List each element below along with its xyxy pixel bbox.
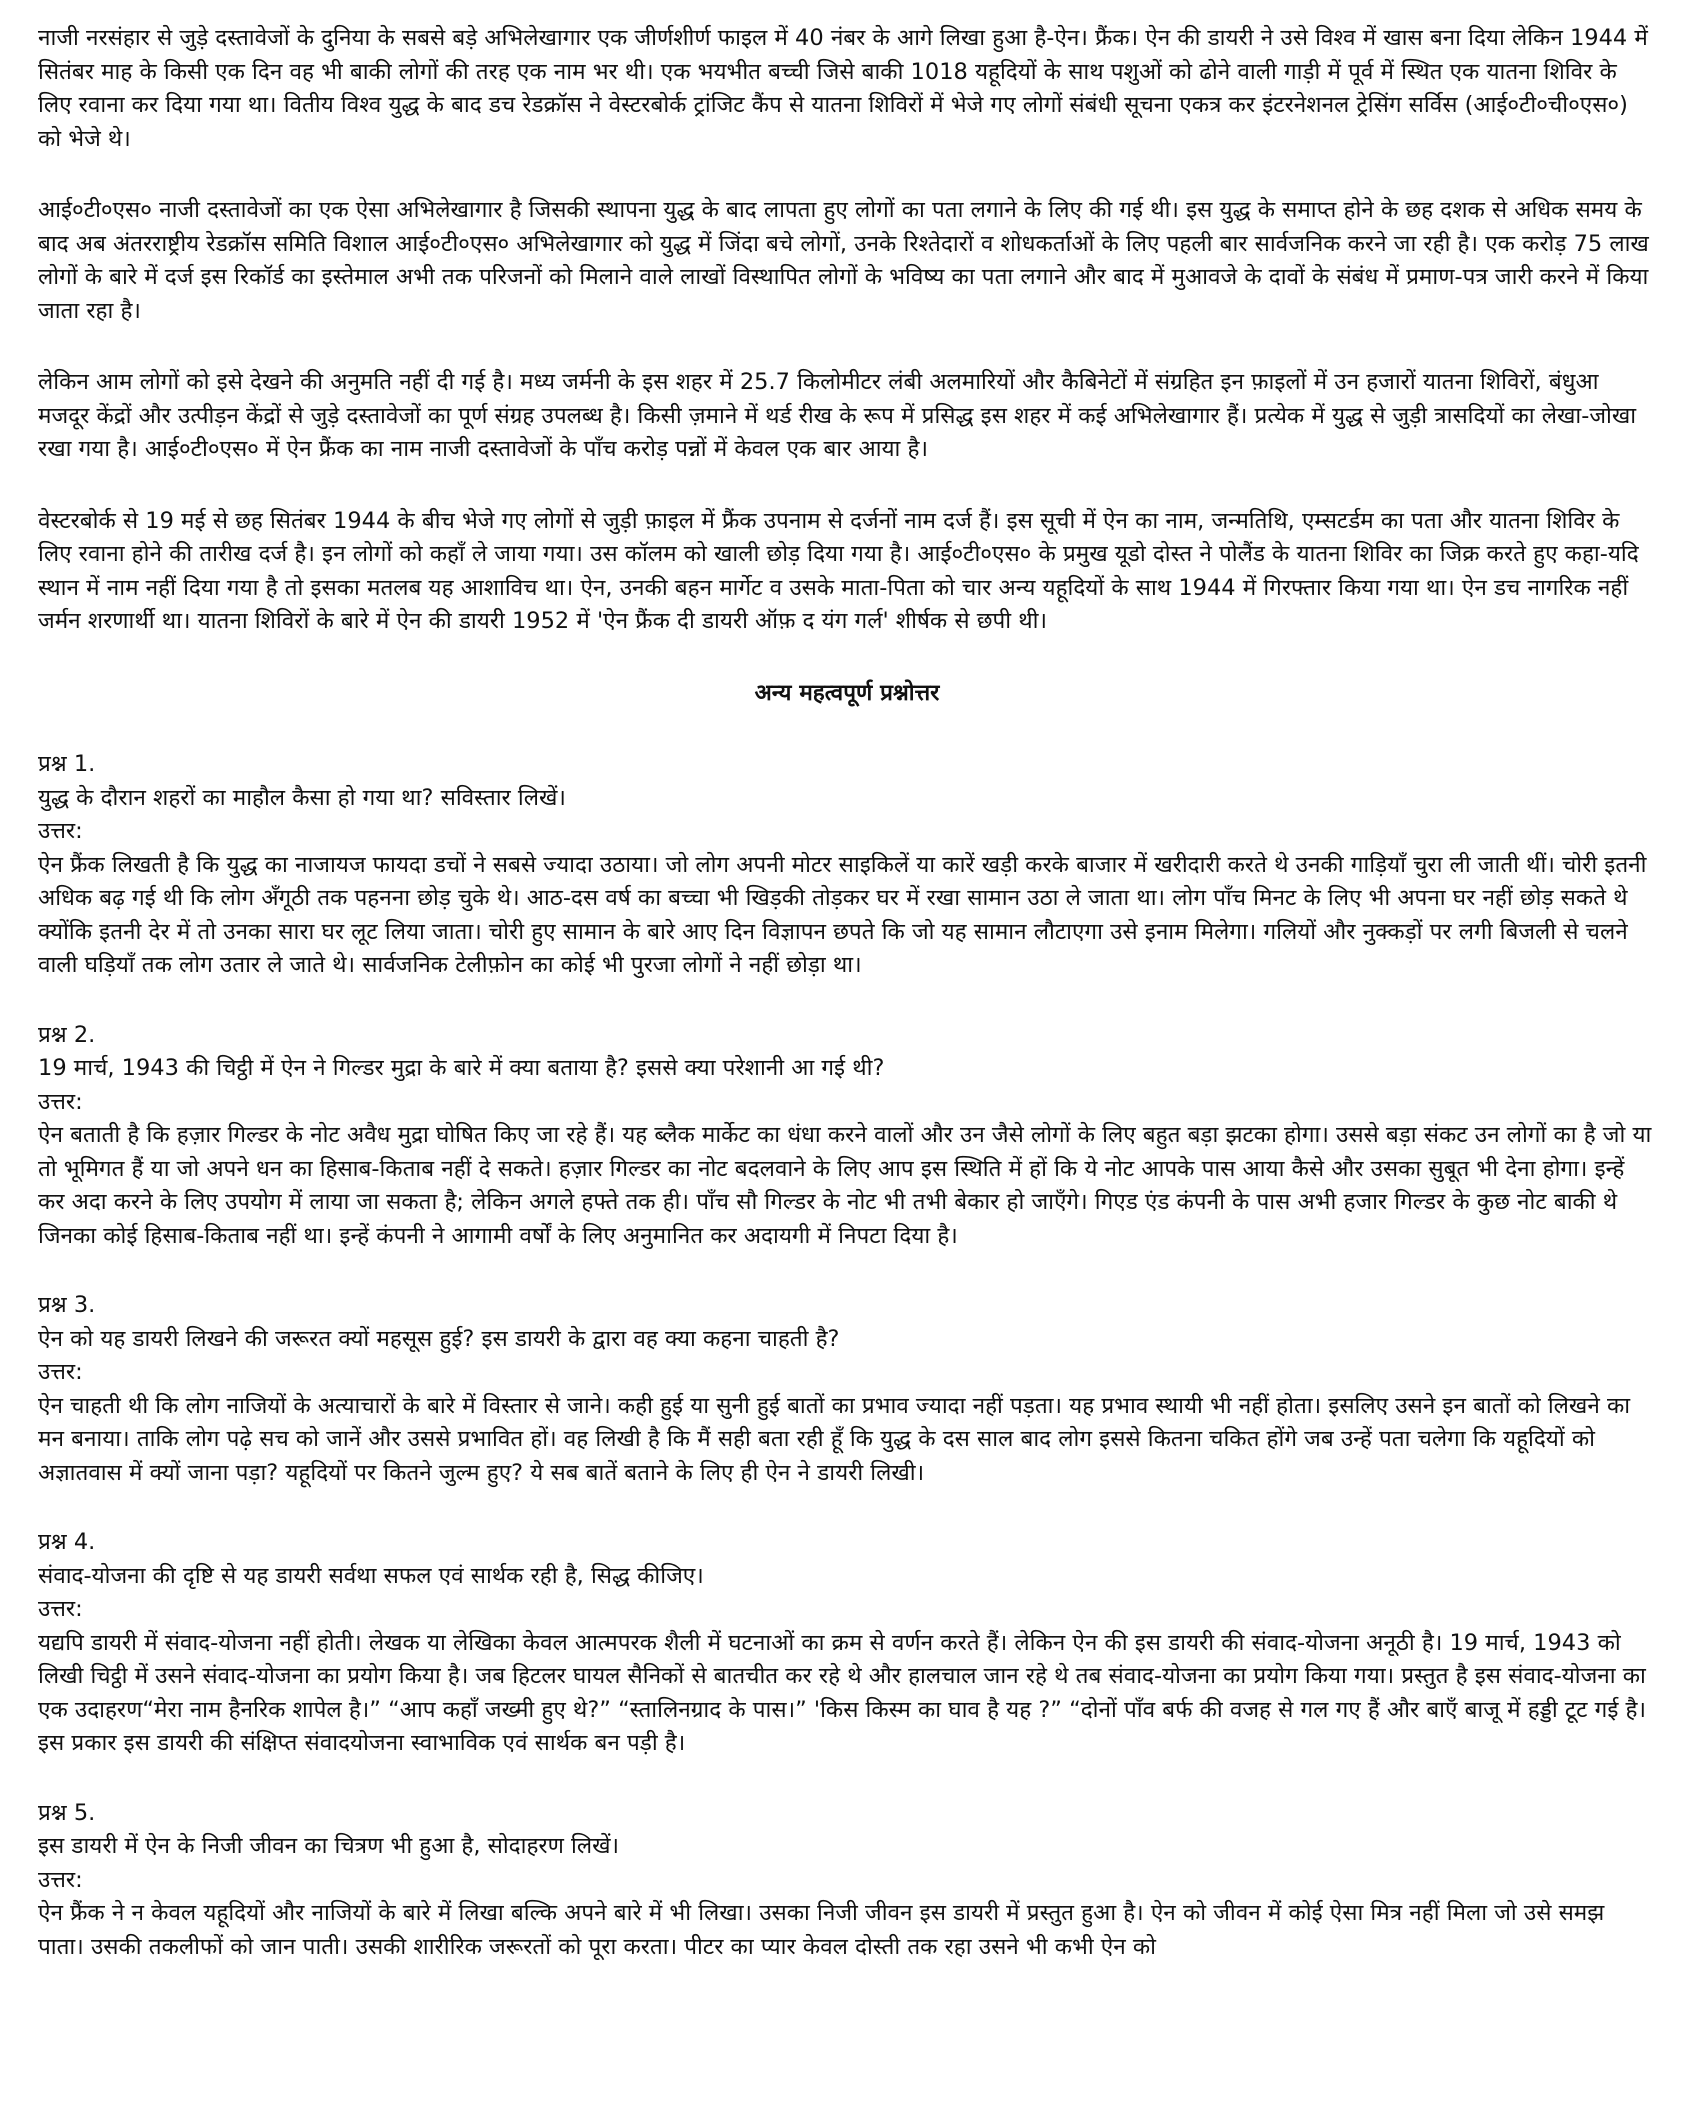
question-text: 19 मार्च, 1943 की चिट्ठी में ऐन ने गिल्डर मुद्रा के बारे में क्या बताया है? इससे क्या परेशानी आ गई थी?	[38, 1055, 885, 1081]
question-label: प्रश्न 2.	[38, 1021, 96, 1048]
question-label: प्रश्न 1.	[38, 751, 96, 777]
question-label: प्रश्न 4.	[38, 1529, 96, 1555]
qa-block-5	[38, 1797, 1656, 1965]
section-heading: अन्य महत्वपूर्ण प्रश्नोत्तर	[754, 679, 940, 706]
answer-label: उत्तर:	[38, 1359, 83, 1385]
question-label: प्रश्न 3.	[38, 1292, 96, 1318]
answer-text: ऐन फ्रैंक लिखती है कि युद्ध का नाजायज फायदा डचों ने सबसे ज्यादा उठाया। जो लोग अपनी मोटर साइकिलें या कारें खड़ी करके बाजार में खरीदारी करते थे उनकी गाड़ियाँ चुरा ली जाती थीं। चोरी इतनी अधिक बढ़ गई थी कि लोग अँगूठी तक पहनना छोड़ चुके थे। आठ-दस वर्ष का बच्चा भी खिड़की तोड़कर घर में रखा सामान उठा ले जाता था। लोग पाँच मिनट के लिए भी अपना घर नहीं छोड़ सकते थे क्योंकि इतनी देर में तो उनका सारा घर लूट लिया जाता। चोरी हुए सामान के बारे आए दिन विज्ञापन छपते कि जो यह सामान लौटाएगा उसे इनाम मिलेगा। गलियों और नुक्कड़ों पर लगी बिजली से चलने वाली घड़ियाँ तक लोग उतार ले जाते थे। सार्वजनिक टेलीफ़ोन का कोई भी पुरजा लोगों ने नहीं छोड़ा था।	[38, 851, 1647, 978]
question-text: युद्ध के दौरान शहरों का माहौल कैसा हो गया था? सविस्तार लिखें।	[38, 784, 566, 811]
qa-block-1	[38, 748, 1656, 983]
intro-paragraph-2: आई०टी०एस० नाजी दस्तावेजों का एक ऐसा अभिलेखागार है जिसकी स्थापना युद्ध के बाद लापता हुए लोगों का पता लगाने के लिए की गई थी। इस युद्ध के समाप्त होने के छह दशक से अधिक समय के बाद अब अंतरराष्ट्रीय रेडक्रॉस समिति विशाल आई०टी०एस० अभिलेखागार को युद्ध में जिंदा बचे लोगों, उनके रिश्तेदारों व शोधकर्ताओं के लिए पहली बार सार्वजनिक करने जा रही है। एक करोड़ 75 लाख लोगों के बारे में दर्ज इस रिकॉर्ड का इस्तेमाल अभी तक परिजनों को मिलाने वाले लाखों विस्थापित लोगों के भविष्य का पता लगाने और बाद में मुआवजे के दावों के संबंध में प्रमाण-पत्र जारी करने में किया जाता रहा है।	[38, 197, 1649, 324]
question-text: इस डायरी में ऐन के निजी जीवन का चित्रण भी हुआ है, सोदाहरण लिखें।	[38, 1833, 620, 1859]
qa-block-4	[38, 1526, 1656, 1761]
answer-text: ऐन चाहती थी कि लोग नाजियों के अत्याचारों के बारे में विस्तार से जाने। कही हुई या सुनी हुई बातों का प्रभाव ज्यादा नहीं पड़ता। यह प्रभाव स्थायी भी नहीं होता। इसलिए उसने इन बातों को लिखने का मन बनाया। ताकि लोग पढ़े सच को जानें और उससे प्रभावित हों। वह लिखी है कि मैं सही बता रही हूँ कि युद्ध के दस साल बाद लोग इससे कितना चकित होंगे जब उन्हें पता चलेगा कि यहूदियों को अज्ञातवास में क्यों जाना पड़ा? यहूदियों पर कितने जुल्म हुए? ये सब बातें बताने के लिए ही ऐन ने डायरी लिखी।	[38, 1392, 1631, 1486]
answer-text: ऐन फ्रैंक ने न केवल यहूदियों और नाजियों के बारे में लिखा बल्कि अपने बारे में भी लिखा। उसका निजी जीवन इस डायरी में प्रस्तुत हुआ है। ऐन को जीवन में कोई ऐसा मित्र नहीं मिला जो उसे समझ पाता। उसकी तकलीफों को जान पाती। उसकी शारीरिक जरूरतों को पूरा करता। पीटर का प्यार केवल दोस्ती तक रहा उसने भी कभी ऐन को	[38, 1900, 1605, 1960]
qa-block-2	[38, 1019, 1656, 1254]
question-text: ऐन को यह डायरी लिखने की जरूरत क्यों महसूस हुई? इस डायरी के द्वारा वह क्या कहना चाहती है?	[38, 1325, 840, 1352]
qa-block-3	[38, 1289, 1656, 1490]
answer-label: उत्तर:	[38, 1596, 83, 1622]
question-label: प्रश्न 5.	[38, 1799, 96, 1826]
intro-paragraph-4: वेस्टरबोर्क से 19 मई से छह सितंबर 1944 के बीच भेजे गए लोगों से जुड़ी फ़ाइल में फ्रैंक उपनाम से दर्जनों नाम दर्ज हैं। इस सूची में ऐन का नाम, जन्मतिथि, एम्सटर्डम का पता और यातना शिविर के लिए रवाना होने की तारीख दर्ज है। इन लोगों को कहाँ ले जाया गया। उस कॉलम को खाली छोड़ दिया गया है। आई०टी०एस० के प्रमुख यूडो दोस्त ने पोलैंड के यातना शिविर का जिक्र करते हुए कहा-यदि स्थान में नाम नहीं दिया गया है तो इसका मतलब यह आशाविच था। ऐन, उनकी बहन मार्गेट व उसके माता-पिता को चार अन्य यहूदियों के साथ 1944 में गिरफ्तार किया गया था। ऐन डच नागरिक नहीं जर्मन शरणार्थी था। यातना शिविरों के बारे में ऐन की डायरी 1952 में 'ऐन फ्रैंक दी डायरी ऑफ़ द यंग गर्ल' शीर्षक से छपी थी।	[38, 507, 1639, 634]
answer-label: उत्तर:	[38, 1866, 83, 1893]
answer-label: उत्तर:	[38, 1088, 83, 1115]
answer-label: उत्तर:	[38, 818, 83, 844]
intro-paragraph-3: लेकिन आम लोगों को इसे देखने की अनुमति नहीं दी गई है। मध्य जर्मनी के इस शहर में 25.7 किलोमीटर लंबी अलमारियों और कैबिनेटों में संग्रहित इन फ़ाइलों में उन हजारों यातना शिविरों, बंधुआ मजदूर केंद्रों और उत्पीड़न केंद्रों से जुड़े दस्तावेजों का पूर्ण संग्रह उपलब्ध है। किसी ज़माने में थर्ड रीख के रूप में प्रसिद्ध इस शहर में कई अभिलेखागार हैं। प्रत्येक में युद्ध से जुड़ी त्रासदियों का लेखा-जोखा रखा गया है। आई०टी०एस० में ऐन फ्रैंक का नाम नाजी दस्तावेजों के पाँच करोड़ पन्नों में केवल एक बार आया है।	[38, 369, 1637, 462]
intro-paragraph-1: नाजी नरसंहार से जुड़े दस्तावेजों के दुनिया के सबसे बड़े अभिलेखागार एक जीर्णशीर्ण फाइल में 40 नंबर के आगे लिखा हुआ है-ऐन। फ्रैंक। ऐन की डायरी ने उसे विश्व में खास बना दिया लेकिन 1944 में सितंबर माह के किसी एक दिन वह भी बाकी लोगों की तरह एक नाम भर थी। एक भयभीत बच्ची जिसे बाकी 1018 यहूदियों के साथ पशुओं को ढोने वाली गाड़ी में पूर्व में स्थित एक यातना शिविर के लिए रवाना कर दिया गया था। वितीय विश्व युद्ध के बाद डच रेडक्रॉस ने वेस्टरबोर्क ट्रांजिट कैंप से यातना शिविरों में भेजे गए लोगों संबंधी सूचना एकत्र कर इंटरनेशनल ट्रेसिंग सर्विस (आई०टी०ची०एस०) को भेजे थे।	[38, 25, 1648, 152]
answer-text: यद्यपि डायरी में संवाद-योजना नहीं होती। लेखक या लेखिका केवल आत्मपरक शैली में घटनाओं का क्रम से वर्णन करते हैं। लेकिन ऐन की इस डायरी की संवाद-योजना अनूठी है। 19 मार्च, 1943 को लिखी चिट्ठी में उसने संवाद-योजना का प्रयोग किया है। जब हिटलर घायल सैनिकों से बातचीत कर रहे थे और हालचाल जान रहे थे तब संवाद-योजना का प्रयोग किया गया। प्रस्तुत है इस संवाद-योजना का एक उदाहरण“मेरा नाम हैनरिक शापेल है।” “आप कहाँ जख्मी हुए थे?” “स्तालिनग्राद के पास।” 'किस किस्म का घाव है यह ?” “दोनों पाँव बर्फ की वजह से गल गए हैं और बाएँ बाजू में हड्डी टूट गई है। इस प्रकार इस डायरी की संक्षिप्त संवादयोजना स्वाभाविक एवं सार्थक बन पड़ी है।	[38, 1629, 1647, 1756]
answer-text: ऐन बताती है कि हज़ार गिल्डर के नोट अवैध मुद्रा घोषित किए जा रहे हैं। यह ब्लैक मार्केट का धंधा करने वालों और उन जैसे लोगों के लिए बहुत बड़ा झटका होगा। उससे बड़ा संकट उन लोगों का है जो या तो भूमिगत हैं या जो अपने धन का हिसाब-किताब नहीं दे सकते। हज़ार गिल्डर का नोट बदलवाने के लिए आप इस स्थिति में हों कि ये नोट आपके पास आया कैसे और उसका सुबूत भी देना होगा। इन्हें कर अदा करने के लिए उपयोग में लाया जा सकता है; लेकिन अगले हफ्ते तक ही। पाँच सौ गिल्डर के नोट भी तभी बेकार हो जाएँगे। गिएड एंड कंपनी के पास अभी हजार गिल्डर के कुछ नोट बाकी थे जिनका कोई हिसाब-किताब नहीं था। इन्हें कंपनी ने आगामी वर्षों के लिए अनुमानित कर अदायगी में निपटा दिया है।	[38, 1122, 1652, 1249]
question-text: संवाद-योजना की दृष्टि से यह डायरी सर्वथा सफल एवं सार्थक रही है, सिद्ध कीजिए।	[38, 1562, 704, 1589]
